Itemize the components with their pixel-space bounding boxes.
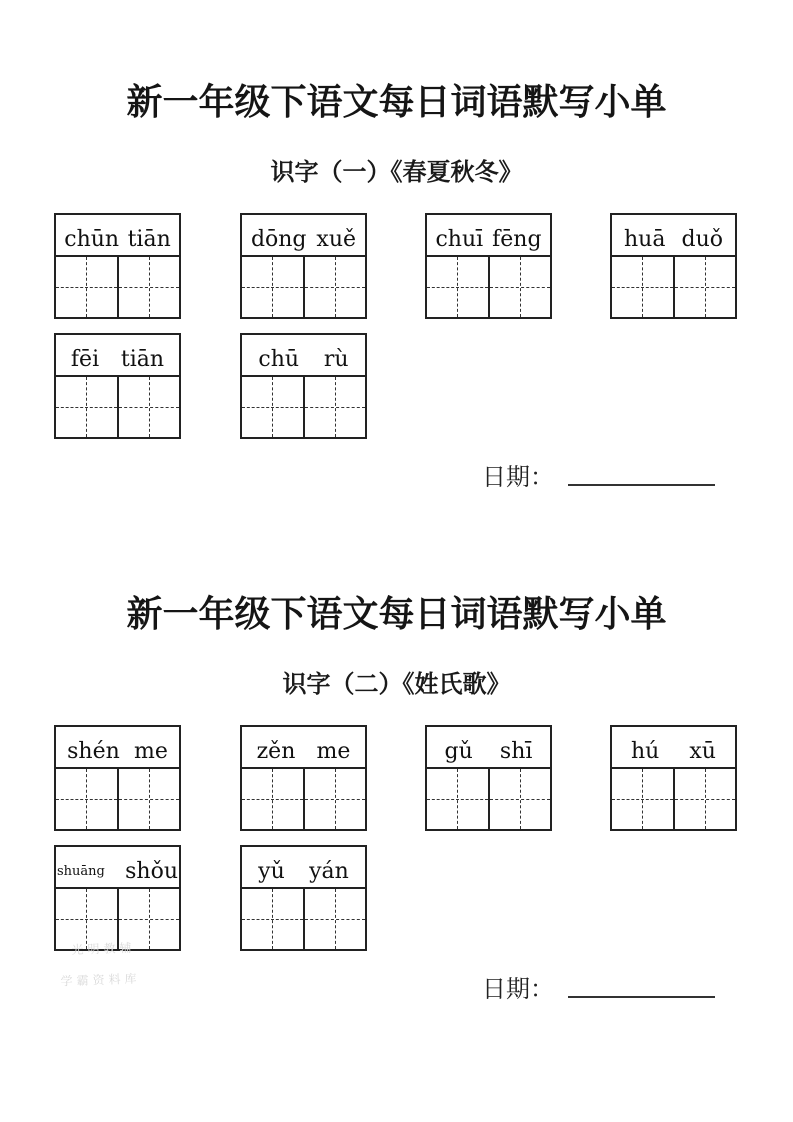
writing-grid[interactable] <box>425 255 552 319</box>
character-cell[interactable] <box>673 769 736 829</box>
pinyin-label: gǔ shī <box>425 725 552 768</box>
writing-grid[interactable] <box>425 767 552 831</box>
writing-grid[interactable] <box>240 887 367 951</box>
pinyin-label: dōng xuě <box>240 213 367 256</box>
character-cell[interactable] <box>117 377 180 437</box>
character-cell[interactable] <box>303 377 366 437</box>
writing-grid[interactable] <box>54 255 181 319</box>
pinyin-label: shén me <box>54 725 181 768</box>
character-cell[interactable] <box>56 377 117 437</box>
writing-grid[interactable] <box>240 255 367 319</box>
character-cell[interactable] <box>303 889 366 949</box>
date-label: 日期： <box>482 463 554 491</box>
character-cell[interactable] <box>56 769 117 829</box>
word-box <box>54 725 181 830</box>
writing-grid[interactable] <box>610 767 737 831</box>
word-box <box>240 845 367 950</box>
character-cell[interactable] <box>303 257 366 317</box>
pinyin-label: shuāng shǒu <box>54 845 181 888</box>
worksheet-title: 新一年级下语文每日词语默写小单 <box>126 594 667 635</box>
character-cell[interactable] <box>488 257 551 317</box>
pinyin-label: zěn me <box>240 725 367 768</box>
character-cell[interactable] <box>242 889 303 949</box>
word-box <box>610 725 737 830</box>
pinyin-label: chū rù <box>240 333 367 376</box>
pinyin-label: chuī fēng <box>425 213 552 256</box>
worksheet-title: 新一年级下语文每日词语默写小单 <box>126 82 667 123</box>
character-cell[interactable] <box>612 257 673 317</box>
word-box <box>54 213 181 318</box>
pinyin-label: fēi tiān <box>54 333 181 376</box>
character-cell[interactable] <box>427 257 488 317</box>
date-label: 日期： <box>482 975 554 1003</box>
word-box <box>240 213 367 318</box>
character-cell[interactable] <box>488 769 551 829</box>
word-box <box>54 845 181 950</box>
pinyin-label: yǔ yán <box>240 845 367 888</box>
lesson-subtitle: 识字（一）《春夏秋冬》 <box>270 158 523 186</box>
character-cell[interactable] <box>427 769 488 829</box>
character-cell[interactable] <box>242 769 303 829</box>
writing-grid[interactable] <box>610 255 737 319</box>
date-field[interactable] <box>568 484 715 486</box>
writing-grid[interactable] <box>54 767 181 831</box>
writing-grid[interactable] <box>54 375 181 439</box>
word-box <box>240 333 367 438</box>
word-box <box>54 333 181 438</box>
pinyin-label: huā duǒ <box>610 213 737 256</box>
character-cell[interactable] <box>242 377 303 437</box>
pinyin-label: hú xū <box>610 725 737 768</box>
watermark: 光明教辅 学霸资料库 <box>60 940 141 989</box>
writing-grid[interactable] <box>240 375 367 439</box>
character-cell[interactable] <box>612 769 673 829</box>
character-cell[interactable] <box>673 257 736 317</box>
lesson-subtitle: 识字（二）《姓氏歌》 <box>282 670 511 698</box>
character-cell[interactable] <box>117 769 180 829</box>
word-box <box>240 725 367 830</box>
date-field[interactable] <box>568 996 715 998</box>
character-cell[interactable] <box>303 769 366 829</box>
word-box <box>610 213 737 318</box>
writing-grid[interactable] <box>240 767 367 831</box>
character-cell[interactable] <box>242 257 303 317</box>
character-cell[interactable] <box>117 257 180 317</box>
character-cell[interactable] <box>56 257 117 317</box>
word-box <box>425 725 552 830</box>
pinyin-label: chūn tiān <box>54 213 181 256</box>
word-box <box>425 213 552 318</box>
